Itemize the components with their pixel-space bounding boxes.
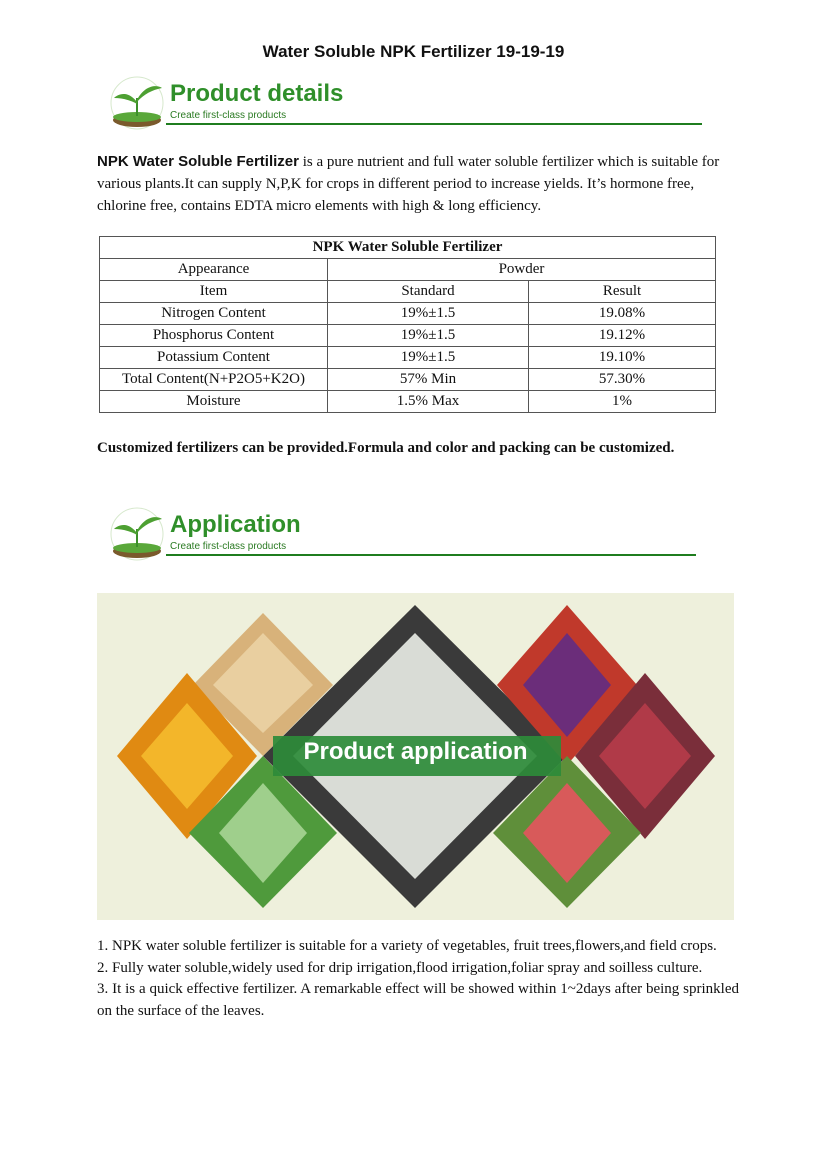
list-item: 3. It is a quick effective fertilizer. A remarkable effect will be showed within 1~2days after being sprinkled on the surface of the leaves. — [97, 981, 739, 1019]
application-banner — [110, 507, 710, 563]
product-details-banner — [110, 76, 710, 132]
column-header: Item — [100, 281, 328, 303]
table-cell: 19.12% — [529, 325, 716, 347]
table-cell: Moisture — [100, 391, 328, 413]
table-cell: 19%±1.5 — [328, 303, 529, 325]
section-heading: Product details — [170, 80, 344, 107]
section-subheading: Create first-class products — [170, 110, 287, 121]
list-item: 2. Fully water soluble,widely used for drip irrigation,flood irrigation,foliar spray and soilless culture. — [97, 959, 703, 976]
appearance-label: Appearance — [100, 259, 328, 281]
table-cell: 1% — [529, 391, 716, 413]
page-title: Water Soluble NPK Fertilizer 19-19-19 — [262, 42, 565, 61]
intro-paragraph — [97, 151, 739, 217]
table-cell: 57.30% — [529, 369, 716, 391]
table-cell: 19.10% — [529, 347, 716, 369]
image-caption: Product application — [303, 738, 528, 765]
product-application-image — [97, 593, 734, 920]
section-subheading: Create first-class products — [170, 541, 287, 552]
table-cell: 1.5% Max — [328, 391, 529, 413]
table-cell: 57% Min — [328, 369, 529, 391]
table-title-row — [100, 237, 716, 259]
table-cell: 19%±1.5 — [328, 325, 529, 347]
column-header: Result — [529, 281, 716, 303]
application-points — [97, 936, 739, 1022]
section-divider — [166, 123, 702, 125]
table-row — [100, 391, 716, 413]
section-heading: Application — [170, 511, 301, 538]
table-cell: 19%±1.5 — [328, 347, 529, 369]
table-title: NPK Water Soluble Fertilizer — [100, 237, 716, 259]
table-cell: Phosphorus Content — [100, 325, 328, 347]
product-name: NPK Water Soluble Fertilizer — [97, 153, 299, 170]
intro-text: is a pure nutrient and full water soluble fertilizer which is suitable for various plants.It can supply N,P,K for crops in different period to increase yields. It’s hormone free, chlorine free, contains EDTA micro elements with high & long efficiency. — [97, 154, 720, 214]
sprout-logo-icon — [110, 76, 164, 130]
sprout-logo-icon — [110, 507, 164, 561]
table-row — [100, 325, 716, 347]
table-cell: Potassium Content — [100, 347, 328, 369]
table-row — [100, 347, 716, 369]
table-cell: 19.08% — [529, 303, 716, 325]
list-item: 1. NPK water soluble fertilizer is suitable for a variety of vegetables, fruit trees,flowers,and field crops. — [97, 938, 717, 954]
section-divider — [166, 554, 696, 556]
table-row — [100, 259, 716, 281]
appearance-value: Powder — [328, 259, 716, 281]
table-cell: Total Content(N+P2O5+K2O) — [100, 369, 328, 391]
table-row — [100, 369, 716, 391]
column-header: Standard — [328, 281, 529, 303]
table-row — [100, 303, 716, 325]
table-header-row — [100, 281, 716, 303]
spec-table — [99, 236, 716, 413]
table-cell: Nitrogen Content — [100, 303, 328, 325]
customized-note: Customized fertilizers can be provided.Formula and color and packing can be customized. — [97, 440, 675, 456]
